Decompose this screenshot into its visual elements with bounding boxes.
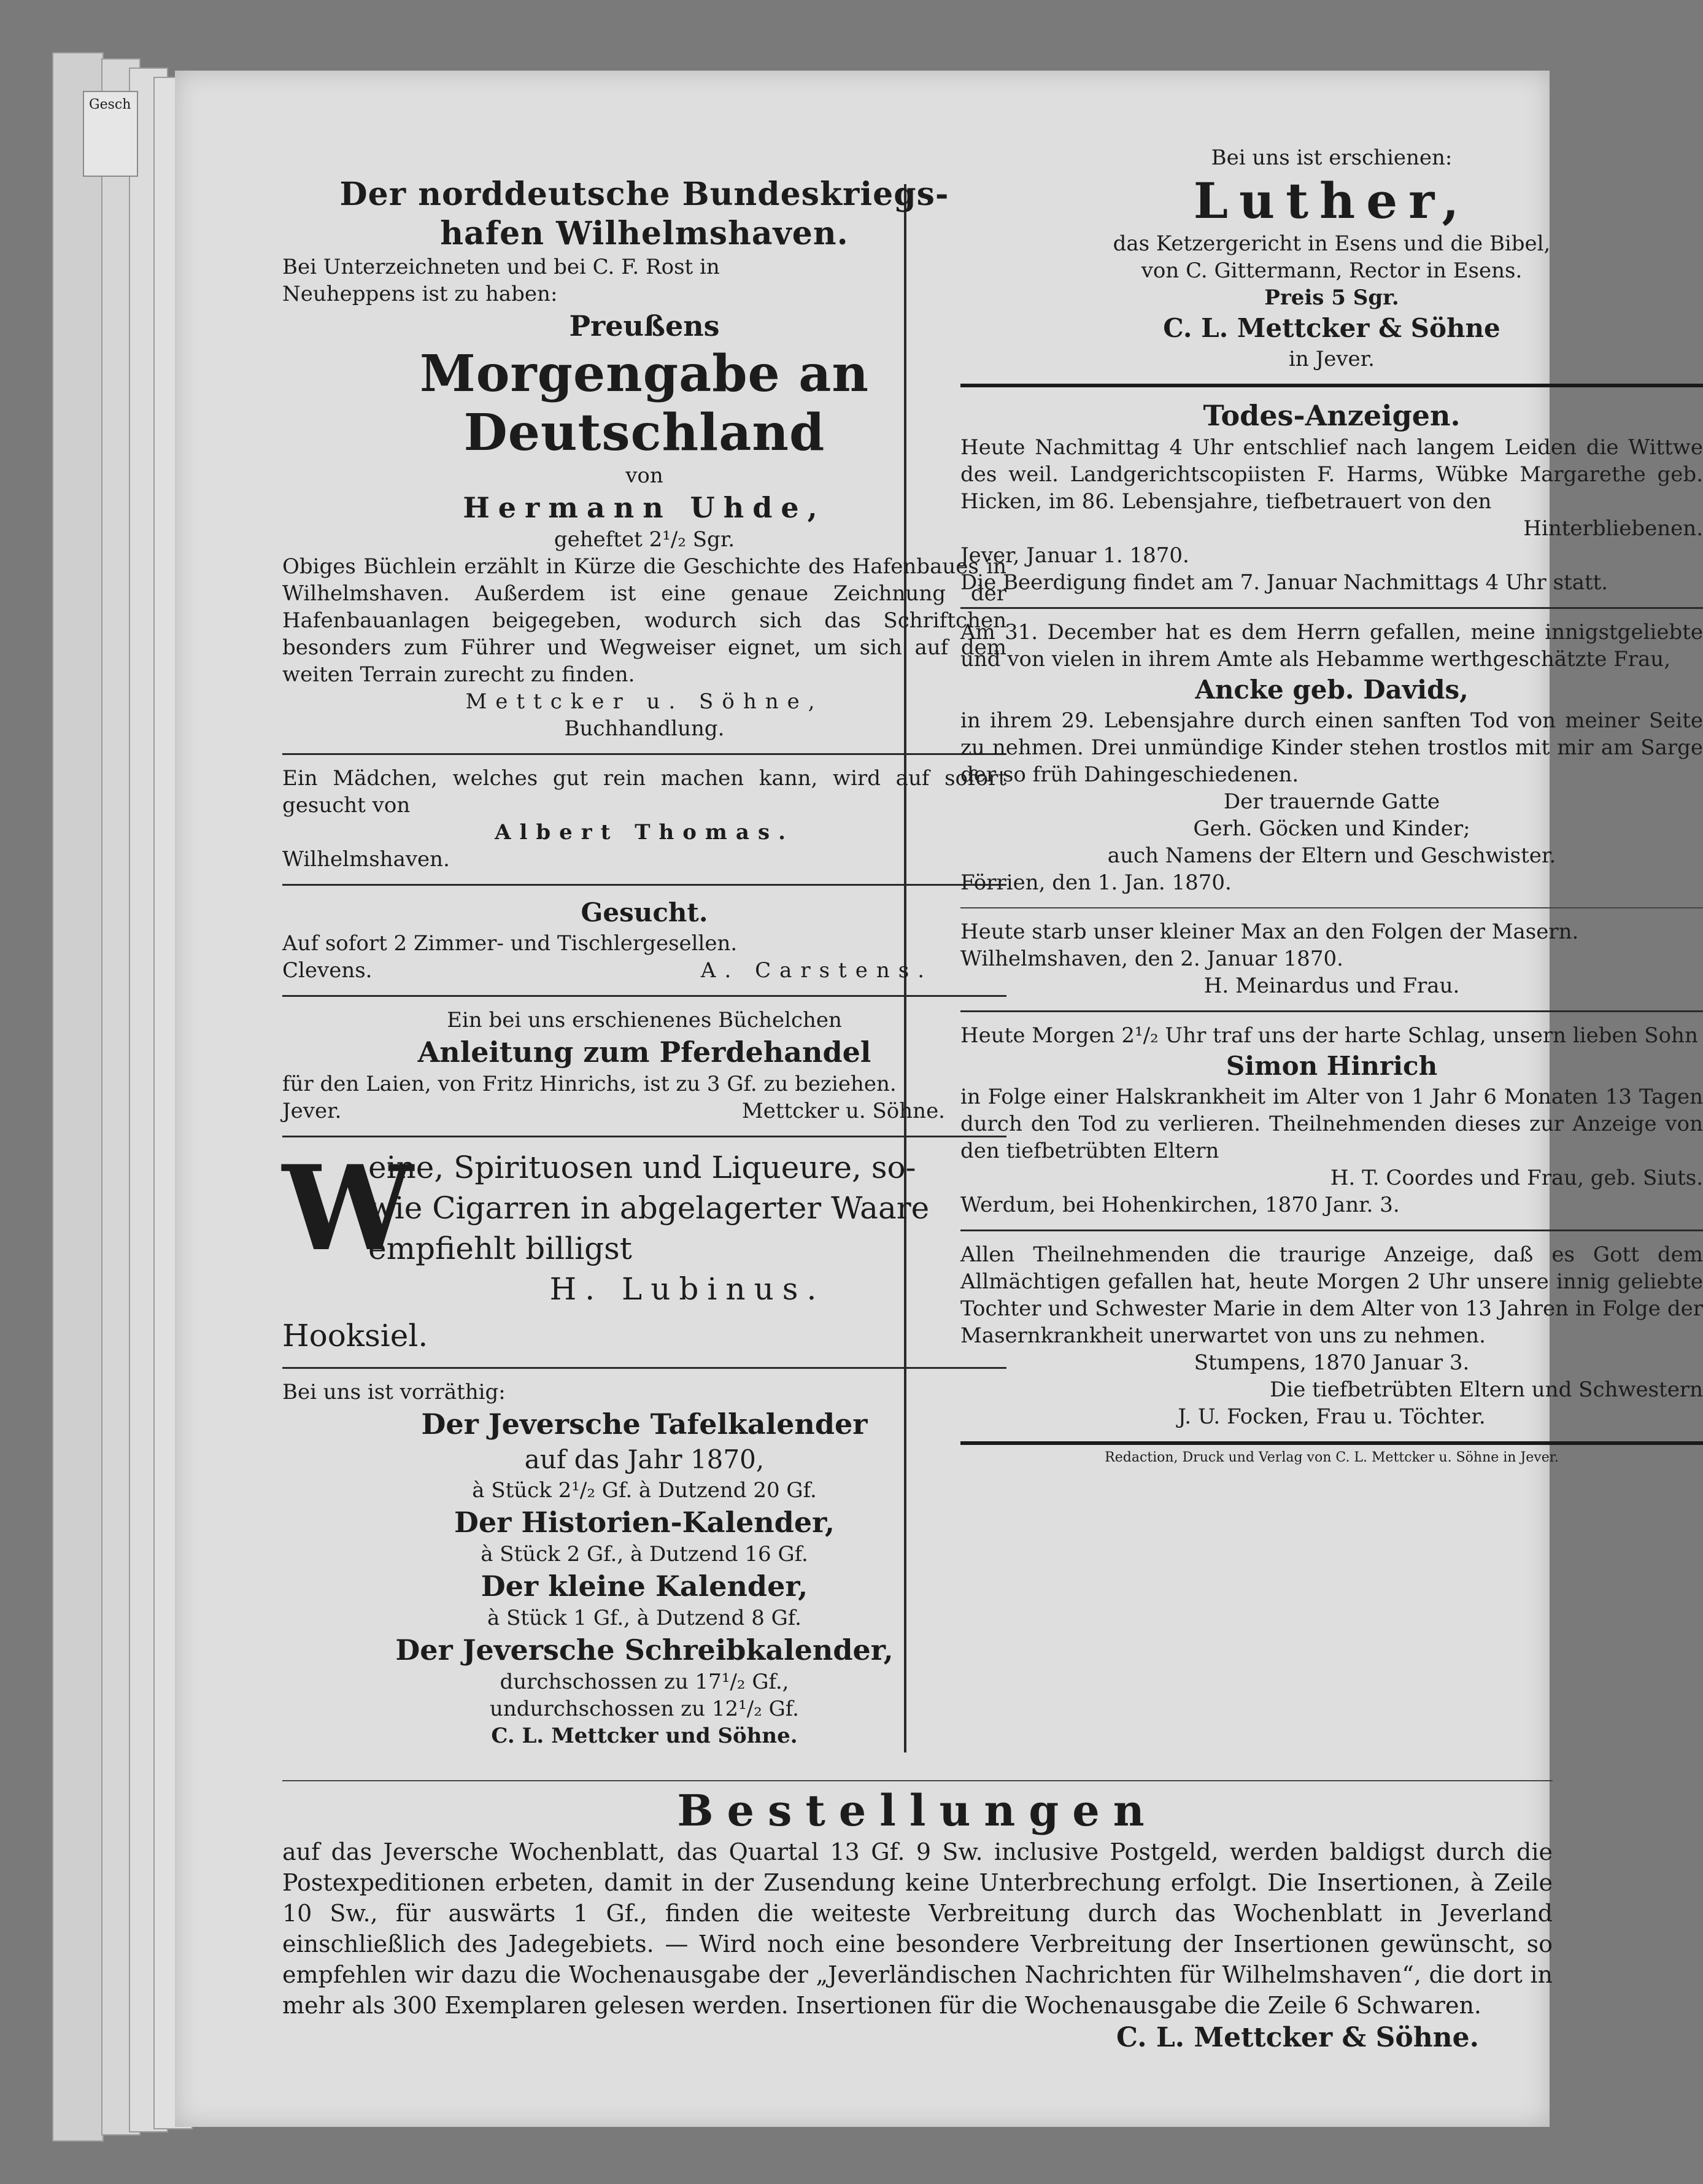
left-column (282, 175, 1006, 1749)
ad-text: Auf sofort 2 Zimmer- und Tischlergesellen. (282, 931, 738, 956)
ad-name: H. Lubinus. (549, 1271, 825, 1307)
notice-text: in ihrem 29. Lebensjahre durch einen sanften Tod von meiner Seite zu nehmen. Drei unmündige Kinder stehen trostlos mit mir am Sarge der so früh Dahingeschiedenen. (960, 708, 1703, 787)
ad-luther (960, 144, 1703, 373)
ad-title: Der norddeutsche Bundeskriegs- (339, 176, 949, 213)
divider (960, 384, 1703, 387)
notice-text: auf das Jeversche Wochenblatt, das Quartal 13 Gf. 9 Sw. inclusive Postgeld, werden baldigst durch die Postexpeditionen erbeten, damit in der Zusendung keine Unterbrechung erfolgt. Die Insertionen, à Zeile 10 Sw., für auswärts 1 Gf., finden die weiteste Verbreitung durch das Wochenblatt in Jeverland einschließlich des Jadegebiets. — Wird noch eine besondere Verbreitung der Insertionen gewünscht, so empfehlen wir dazu die Wochenausgabe der „Jeverländischen Nachrichten für Wilhelmshaven“, die dort in mehr als 300 Exemplaren gelesen werden. Insertionen für die Wochenausgabe die Zeile 6 Schwaren. (282, 1838, 1553, 2019)
ad-name: Mettcker u. Söhne. (741, 1099, 945, 1123)
ad-intro: Bei uns ist erschienen: (1211, 145, 1453, 170)
calendar-price: durchschossen zu 17¹/₂ Gf., (500, 1670, 789, 1694)
notice-signature: H. T. Coordes und Frau, geb. Siuts. (1330, 1166, 1703, 1190)
notice-signature: J. U. Focken, Frau u. Töchter. (1178, 1404, 1486, 1429)
ad-horse-trading (282, 1007, 1006, 1125)
calendar-title: Der Jeversche Tafelkalender (421, 1408, 868, 1441)
divider (282, 1367, 1006, 1369)
ad-title: Anleitung zum Pferdehandel (417, 1036, 871, 1069)
notice-text: Heute Nachmittag 4 Uhr entschlief nach langem Leiden die Wittwe des weil. Landgerichtscopiisten F. Harms, Wübke Margarethe geb. Hicken, im 86. Lebensjahre, tiefbetrauert von den (960, 435, 1703, 514)
notice-text: Allen Theilnehmenden die traurige Anzeige, daß es Gott dem Allmächtigen gefallen hat, heute Morgen 2 Uhr unsere innig geliebte Tochter und Schwester Marie in dem Alter von 13 Jahren in Folge der Masernkrankheit unerwartet von uns zu nehmen. (960, 1242, 1703, 1348)
notice-date: Förrien, den 1. Jan. 1870. (960, 870, 1232, 895)
notice-title: Bestellungen (677, 1785, 1158, 1836)
right-column (942, 144, 1703, 1467)
ad-text: für den Laien, von Fritz Hinrichs, ist zu 3 Gf. zu beziehen. (282, 1072, 897, 1096)
calendar-year: auf das Jahr 1870, (524, 1444, 765, 1474)
calendar-title: Der Jeversche Schreibkalender, (395, 1633, 894, 1667)
ad-place: Jever. (282, 1099, 342, 1123)
ad-line: empfiehlt billigst (368, 1231, 632, 1266)
calendar-title: Der Historien-Kalender, (454, 1506, 835, 1539)
notice-name: Simon Hinrich (1226, 1051, 1438, 1081)
divider (282, 995, 1006, 997)
von: von (625, 463, 663, 488)
signature-sub: Buchhandlung. (564, 716, 725, 741)
notice-date: Jever, Januar 1. 1870. (960, 543, 1189, 568)
divider (960, 907, 1703, 908)
ad-intro: Bei uns ist vorräthig: (282, 1380, 506, 1404)
author: Hermann Uhde, (463, 491, 826, 524)
death-notice (960, 918, 1703, 999)
death-notice (960, 1241, 1703, 1430)
description: Obiges Büchlein erzählt in Kürze die Geschichte des Hafenbaues in Wilhelmshaven. Außerdem ist eine genaue Zeichnung der Hafenbauanlagen beigegeben, wodurch sich das Schriftchen besonders zum Führer und Wegweiser eignet, um sich auf dem weiten Terrain zurecht zu finden. (282, 554, 1006, 687)
ad-title-cont: hafen Wilhelmshaven. (440, 215, 849, 252)
ad-wilhelmshaven-book (282, 175, 1006, 742)
death-notice (960, 434, 1703, 596)
ad-line: eine, Spirituosen und Liqueure, so- (368, 1150, 916, 1185)
notice-text: Heute starb unser kleiner Max an den Folgen der Masern. (960, 920, 1579, 944)
ad-name: A. Carstens. (700, 958, 933, 983)
ad-place: Wilhelmshaven. (282, 847, 450, 872)
book-title: Morgengabe an Deutschland (419, 344, 870, 462)
divider (282, 1780, 1553, 1781)
ad-wines (282, 1140, 1006, 1309)
death-notice (960, 1022, 1703, 1218)
ad-name: Albert Thomas. (495, 820, 794, 845)
ad-place: Hooksiel. (282, 1318, 428, 1353)
ad-wanted (282, 896, 1006, 984)
ad-price: Preis 5 Sgr. (1264, 285, 1399, 310)
calendar-price: à Stück 2 Gf., à Dutzend 16 Gf. (481, 1542, 808, 1566)
imprint: Redaction, Druck und Verlag von C. L. Mettcker u. Söhne in Jever. (1105, 1450, 1559, 1465)
ad-signature: C. L. Mettcker & Söhne (1163, 313, 1500, 343)
ad-intro: Ein bei uns erschienenes Büchelchen (447, 1008, 842, 1032)
calendar-title: Der kleine Kalender, (481, 1570, 808, 1603)
page-stub-label: Gesch (83, 91, 138, 177)
section-heading: Todes-Anzeigen. (1203, 399, 1461, 432)
book-pre: Preußens (569, 309, 720, 343)
notice-signature: Hinterbliebenen. (1523, 516, 1703, 541)
divider (960, 1441, 1703, 1445)
notice-signature: Die tiefbetrübten Eltern und Schwestern (1270, 1377, 1703, 1402)
notice-name: Ancke geb. Davids, (1195, 675, 1469, 705)
ad-intro2: Neuheppens ist zu haben: (282, 282, 558, 306)
notice-burial: Die Beerdigung findet am 7. Januar Nachmittags 4 Uhr statt. (960, 570, 1608, 595)
ad-title: Gesucht. (581, 897, 708, 927)
ad-text: Ein Mädchen, welches gut rein machen kann, wird auf sofort gesucht von (282, 766, 1006, 818)
ad-place: Clevens. (282, 958, 373, 983)
notice-signature: C. L. Mettcker & Söhne. (1116, 2022, 1479, 2053)
notice-signature: auch Namens der Eltern und Geschwister. (1107, 843, 1556, 868)
divider (960, 1229, 1703, 1231)
divider (282, 884, 1006, 886)
ad-signature: C. L. Mettcker und Söhne. (491, 1724, 798, 1748)
notice-signature: H. Meinardus und Frau. (1203, 974, 1460, 998)
price: geheftet 2¹/₂ Sgr. (554, 527, 735, 552)
notice-signature: Der trauernde Gatte (1223, 789, 1440, 814)
ad-title: Luther, (1193, 172, 1470, 230)
notice-text: in Folge einer Halskrankheit im Alter von 1 Jahr 6 Monaten 13 Tagen durch den Tod zu verlieren. Theilnehmenden dieses zur Anzeige von den tiefbetrübten Eltern (960, 1085, 1703, 1163)
notice-text: Heute Morgen 2¹/₂ Uhr traf uns der harte Schlag, unsern lieben Sohn (960, 1023, 1698, 1048)
notice-text: Am 31. December hat es dem Herrn gefallen, meine innigstgeliebte und von vielen in ihrem Amte als Hebamme werthgeschätzte Frau, (960, 620, 1703, 672)
subscription-notice (282, 1780, 1553, 2055)
divider (960, 607, 1703, 609)
divider (282, 753, 1006, 755)
divider (960, 1010, 1703, 1012)
death-notice (960, 619, 1703, 896)
ad-maid (282, 765, 1006, 873)
ad-sub: von C. Gittermann, Rector in Esens. (1141, 258, 1523, 283)
ad-calendars (282, 1379, 1006, 1749)
notice-date: Werdum, bei Hohenkirchen, 1870 Janr. 3. (960, 1193, 1400, 1217)
notice-signature: Gerh. Göcken und Kinder; (1193, 816, 1470, 841)
ad-line: wie Cigarren in abgelagerter Waare (368, 1190, 930, 1226)
ad-intro: Bei Unterzeichneten und bei C. F. Rost in (282, 255, 720, 279)
page-edge (52, 52, 104, 2142)
ad-sub: das Ketzergericht in Esens und die Bibel, (1113, 231, 1551, 256)
dropcap-letter: W (282, 1140, 414, 1277)
notice-date: Wilhelmshaven, den 2. Januar 1870. (960, 947, 1343, 971)
calendar-price: undurchschossen zu 12¹/₂ Gf. (490, 1697, 799, 1721)
signature: Mettcker u. Söhne, (465, 689, 824, 714)
ad-place: in Jever. (1289, 347, 1375, 371)
newspaper-page (175, 71, 1703, 2127)
notice-date: Stumpens, 1870 Januar 3. (1194, 1350, 1470, 1375)
calendar-price: à Stück 2¹/₂ Gf. à Dutzend 20 Gf. (472, 1478, 817, 1503)
calendar-price: à Stück 1 Gf., à Dutzend 8 Gf. (487, 1606, 801, 1630)
divider (282, 1136, 1006, 1137)
